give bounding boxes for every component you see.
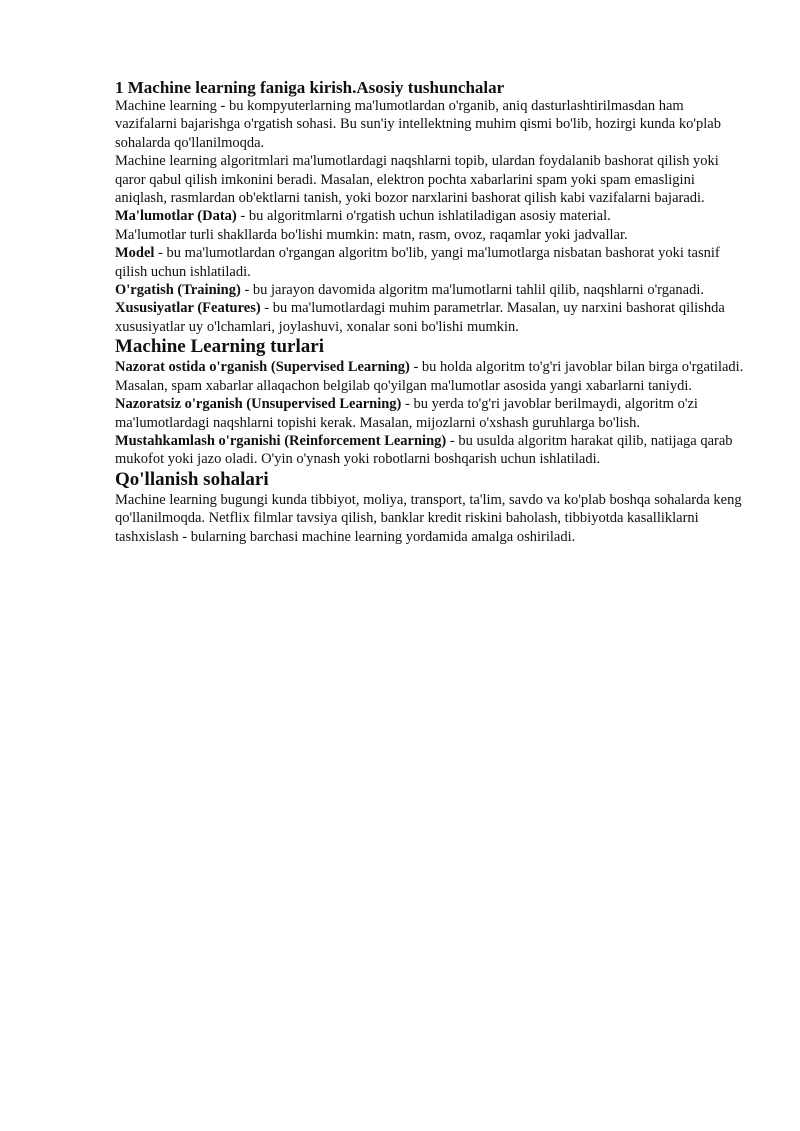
term-data-forms	[115, 226, 744, 244]
term-model	[115, 244, 744, 281]
intro-paragraph-1: Machine learning - bu kompyuterlarning ma'lumotlardan o'rganib, aniq dasturlashtirilmasdan ham vazifalarni bajarishga o'rgatish sohasi. Bu sun'iy intellektning muhim qismi bo'lib, hozirgi kunda ko'plab sohalarda qo'llanilmoqda.	[115, 98, 721, 151]
type-label: Nazoratsiz o'rganish (Unsupervised Learning)	[115, 396, 402, 413]
intro-paragraph-2: Machine learning algoritmlari ma'lumotlardagi naqshlarni topib, ulardan foydalanib bashorat qilish yoki qaror qabul qilish imkonini beradi. Masalan, elektron pochta xabarlarini spam yoki spam emasligini aniqlash, rasmlardan ob'ektlarni tanish, yoki bozor narxlarini bashorat qilish kabi vazifalarni bajaradi.	[115, 153, 719, 207]
type-text: - bu yerda to'g'ri javoblar berilmaydi, algoritm o'zi ma'lumotlardagi naqshlarni topishi kerak. Masalan, mijozlarni o'xshash guruhlarga bo'lish.	[115, 396, 698, 431]
type-label: Mustahkamlash o'rganishi (Reinforcement Learning)	[115, 432, 447, 449]
term-text: - bu algoritmlarni o'rgatish uchun ishlatiladigan asosiy material.	[236, 208, 611, 225]
term-training	[115, 281, 744, 299]
applications-paragraph: Machine learning bugungi kunda tibbiyot, moliya, transport, ta'lim, savdo va ko'plab boshqa sohalarda keng qo'llanilmoqda. Netflix filmlar tavsiya qilish, banklar kredit riskini baholash, tibbiyotda kasalliklarni tashxislash - bularning barchasi machine learning yordamida amalga oshiriladi.	[115, 491, 742, 545]
type-text: - bu usulda algoritm harakat qilib, natijaga qarab mukofot yoki jazo oladi. O'yin o'ynash yoki robotlarni boshqarish uchun ishlatiladi.	[115, 432, 733, 468]
term-text: - bu jarayon davomida algoritm ma'lumotlarni tahlil qilib, naqshlarni o'rganadi.	[240, 282, 705, 299]
term-text: - bu ma'lumotlardan o'rgangan algoritm bo'lib, yangi ma'lumotlarga nisbatan bashorat yoki tasnif qilish uchun ishlatiladi.	[115, 245, 720, 280]
type-unsupervised	[115, 395, 744, 432]
type-text: - bu holda algoritm to'g'ri javoblar bilan birga o'rgatiladi. Masalan, spam xabarlar allaqachon belgilab qo'yilgan ma'lumotlar asosida yangi xabarlarni taniydi.	[115, 359, 744, 394]
term-data	[115, 207, 744, 225]
term-label: Model	[115, 245, 155, 262]
term-text: - bu ma'lumotlardagi muhim parametrlar. Masalan, uy narxini bashorat qilishda xususiyatlar uy o'lchamlari, joylashuvi, xonalar soni bo'lishi mumkin.	[115, 300, 725, 335]
term-label: Ma'lumotlar (Data)	[115, 208, 237, 225]
term-label: Xususiyatlar (Features)	[115, 300, 261, 317]
term-text: Ma'lumotlar turli shakllarda bo'lishi mumkin: matn, rasm, ovoz, raqamlar yoki jadvallar.	[115, 226, 628, 243]
term-features	[115, 299, 744, 336]
type-reinforcement	[115, 432, 744, 469]
term-label: O'rgatish (Training)	[115, 282, 241, 299]
section-heading-applications: Qo'llanish sohalari	[115, 468, 269, 490]
document-title: 1 Machine learning faniga kirish.Asosiy tushunchalar	[115, 78, 505, 97]
type-supervised	[115, 358, 744, 395]
type-label: Nazorat ostida o'rganish (Supervised Learning)	[115, 359, 410, 376]
section-heading-types: Machine Learning turlari	[115, 336, 324, 358]
